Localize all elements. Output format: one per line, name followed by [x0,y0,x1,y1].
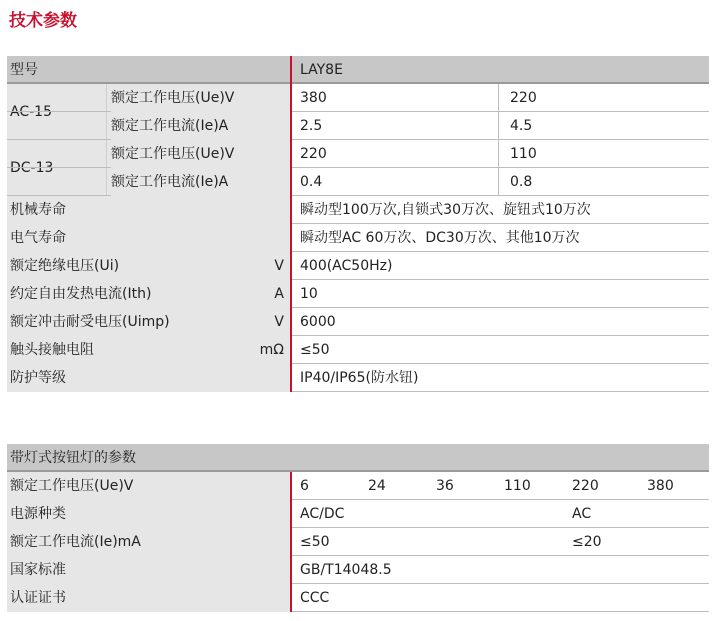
param-value: 6000 [300,314,336,330]
power-value: AC/DC [300,506,345,522]
table-row [7,308,709,336]
param-value: ≤50 [300,342,330,358]
value-1: 220 [300,146,327,162]
table-row [7,336,709,364]
param-value: 10 [300,286,318,302]
model-header-label: 型号 [10,62,38,78]
param-label [7,224,290,252]
dc13-group [7,140,709,196]
param-label-text: 额定绝缘电压(Ui) [10,258,120,274]
table-row [7,84,709,112]
table-row [7,112,709,140]
param-unit: A [274,286,284,302]
value-2: 220 [510,90,537,106]
red-divider [290,280,292,308]
voltage-value: 380 [647,478,674,494]
param-label [7,336,290,364]
column-divider [498,140,499,168]
table-row [7,472,709,500]
tech-params-table [7,56,709,392]
param-label [7,252,290,280]
param-label: 额定工作电压(Ue)V [7,472,290,500]
current-value: ≤20 [572,534,602,550]
param-label [7,364,290,392]
red-divider [290,472,292,500]
lamp-header-label: 带灯式按钮灯的参数 [10,450,136,466]
red-divider [290,224,292,252]
param-label: 额定工作电压(Ue)V [111,140,290,168]
table-row [7,168,709,196]
red-divider [290,584,292,612]
param-value: 瞬动型100万次,自锁式30万次、旋钮式10万次 [300,202,591,218]
model-value: LAY8E [300,62,343,78]
red-divider [290,556,292,584]
value-1: 380 [300,90,327,106]
red-divider [290,308,292,336]
table-header-row [7,444,709,472]
column-divider [498,168,499,196]
voltage-value: 110 [504,478,531,494]
param-value: 瞬动型AC 60万次、DC30万次、其他10万次 [300,230,580,246]
standard-value: GB/T14048.5 [300,562,392,578]
table-row [7,280,709,308]
param-label-text: 触头接触电阻 [10,342,94,358]
param-label: 额定工作电流(Ie)A [111,168,290,196]
param-label-text: 约定自由发热电流(Ith) [10,286,152,302]
table-row [7,500,709,528]
param-label [7,196,290,224]
param-unit: V [274,314,284,330]
ac15-group [7,84,709,140]
dc13-label: DC-13 [10,160,54,176]
red-divider [290,56,292,84]
param-label-text: 防护等级 [10,370,66,386]
param-label: 认证证书 [7,584,290,612]
red-divider [290,528,292,556]
param-label-text: 额定冲击耐受电压(Uimp) [10,314,170,330]
red-divider [290,500,292,528]
ac15-label: AC-15 [10,104,52,120]
value-1: 2.5 [300,118,323,134]
param-value: IP40/IP65(防水钮) [300,370,419,386]
table-row [7,252,709,280]
param-label-text: 机械寿命 [10,202,66,218]
table-row [7,364,709,392]
table-header-row [7,56,709,84]
table-row [7,584,709,612]
table-row [7,224,709,252]
red-divider [290,168,292,196]
voltage-value: 24 [368,478,386,494]
red-divider [290,196,292,224]
value-1: 0.4 [300,174,323,190]
red-divider [290,112,292,140]
red-divider [290,336,292,364]
value-2: 0.8 [510,174,533,190]
param-label: 额定工作电压(Ue)V [111,84,290,112]
power-value: AC [572,506,592,522]
column-divider [498,84,499,112]
voltage-value: 36 [436,478,454,494]
param-label-text: 电气寿命 [10,230,66,246]
lamp-params-table [7,444,709,612]
param-value: 400(AC50Hz) [300,258,393,274]
param-label [7,308,290,336]
voltage-value: 220 [572,478,599,494]
param-label: 额定工作电流(Ie)A [111,112,290,140]
table-row [7,528,709,556]
param-unit: mΩ [259,342,284,358]
red-divider [290,84,292,112]
value-2: 110 [510,146,537,162]
page-title: 技术参数 [9,11,77,31]
table-row [7,196,709,224]
param-label: 电源种类 [7,500,290,528]
table-row [7,556,709,584]
column-divider [498,112,499,140]
value-2: 4.5 [510,118,533,134]
param-label: 国家标准 [7,556,290,584]
param-label [7,280,290,308]
table-row [7,140,709,168]
current-value: ≤50 [300,534,330,550]
param-unit: V [274,258,284,274]
param-label: 额定工作电流(Ie)mA [7,528,290,556]
red-divider [290,364,292,392]
cert-value: CCC [300,590,330,606]
voltage-value: 6 [300,478,309,494]
red-divider [290,252,292,280]
red-divider [290,140,292,168]
